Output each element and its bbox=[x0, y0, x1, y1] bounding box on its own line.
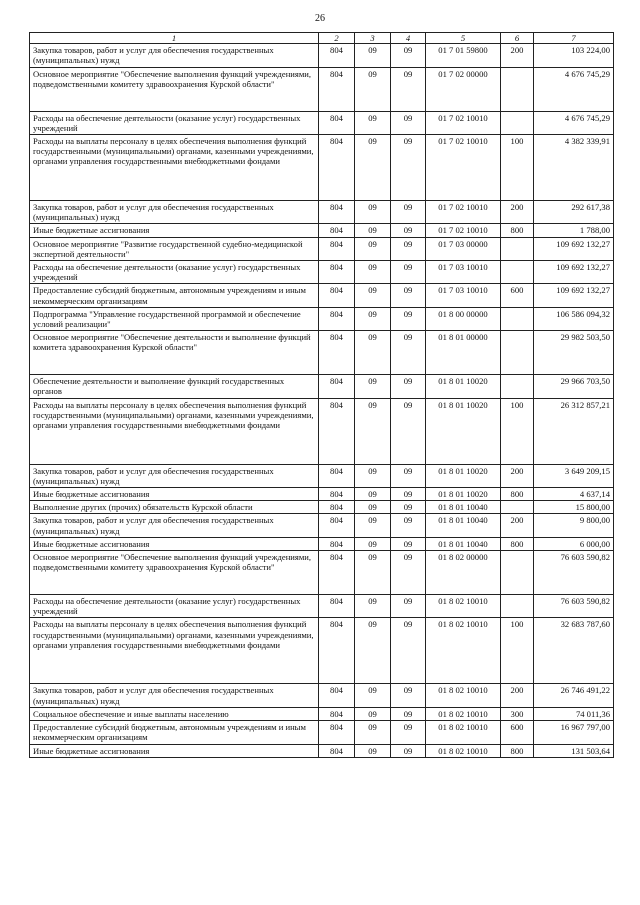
column-header: 7 bbox=[534, 33, 614, 44]
table-row bbox=[30, 707, 614, 720]
row-section-cell: 09 bbox=[355, 464, 391, 487]
row-name-cell: Расходы на выплаты персоналу в целях обеспечения выполнения функций государственными (муниципальными) органами, казенными учреждениями, органами управления государственными внебюджетными фондами bbox=[30, 398, 319, 464]
row-subsection-cell: 09 bbox=[391, 514, 426, 537]
row-name-cell: Иные бюджетные ассигнования bbox=[30, 744, 319, 757]
row-target-code-cell: 01 7 02 10010 bbox=[426, 135, 501, 201]
row-grbs-cell: 804 bbox=[319, 488, 355, 501]
table-row bbox=[30, 551, 614, 595]
row-grbs-cell: 804 bbox=[319, 375, 355, 398]
row-amount-cell: 9 800,00 bbox=[534, 514, 614, 537]
row-target-code-cell: 01 8 02 10010 bbox=[426, 618, 501, 684]
row-expense-type-cell bbox=[501, 551, 534, 595]
table-row bbox=[30, 201, 614, 224]
row-subsection-cell: 09 bbox=[391, 744, 426, 757]
row-name-cell: Подпрограмма "Управление государственной программой и обеспечение условий реализации" bbox=[30, 307, 319, 330]
column-header: 6 bbox=[501, 33, 534, 44]
row-subsection-cell: 09 bbox=[391, 398, 426, 464]
row-name-cell: Закупка товаров, работ и услуг для обеспечения государственных (муниципальных) нужд bbox=[30, 464, 319, 487]
row-grbs-cell: 804 bbox=[319, 284, 355, 307]
row-name-cell: Расходы на выплаты персоналу в целях обеспечения выполнения функций государственными (муниципальными) органами, казенными учреждениями, органами управления государственными внебюджетными фондами bbox=[30, 135, 319, 201]
table-header-row bbox=[30, 33, 614, 44]
row-subsection-cell: 09 bbox=[391, 111, 426, 134]
row-expense-type-cell bbox=[501, 261, 534, 284]
row-target-code-cell: 01 8 01 10040 bbox=[426, 514, 501, 537]
row-expense-type-cell bbox=[501, 501, 534, 514]
row-target-code-cell: 01 8 02 10010 bbox=[426, 721, 501, 744]
row-subsection-cell: 09 bbox=[391, 595, 426, 618]
row-grbs-cell: 804 bbox=[319, 224, 355, 237]
row-expense-type-cell: 800 bbox=[501, 744, 534, 757]
row-grbs-cell: 804 bbox=[319, 135, 355, 201]
row-grbs-cell: 804 bbox=[319, 201, 355, 224]
row-subsection-cell: 09 bbox=[391, 331, 426, 375]
page-number: 26 bbox=[315, 13, 325, 24]
row-name-cell: Предоставление субсидий бюджетным, автономным учреждениям и иным некоммерческим организациям bbox=[30, 284, 319, 307]
row-subsection-cell: 09 bbox=[391, 721, 426, 744]
row-section-cell: 09 bbox=[355, 595, 391, 618]
row-expense-type-cell bbox=[501, 331, 534, 375]
row-name-cell: Основное мероприятие "Обеспечение выполнения функций учреждениями, подведомственными комитету здравоохранения Курской области" bbox=[30, 67, 319, 111]
row-grbs-cell: 804 bbox=[319, 67, 355, 111]
row-expense-type-cell: 300 bbox=[501, 707, 534, 720]
row-target-code-cell: 01 8 01 10040 bbox=[426, 501, 501, 514]
row-expense-type-cell bbox=[501, 375, 534, 398]
row-expense-type-cell: 200 bbox=[501, 684, 534, 707]
row-expense-type-cell bbox=[501, 595, 534, 618]
row-target-code-cell: 01 8 02 10010 bbox=[426, 744, 501, 757]
row-amount-cell: 16 967 797,00 bbox=[534, 721, 614, 744]
row-subsection-cell: 09 bbox=[391, 201, 426, 224]
row-grbs-cell: 804 bbox=[319, 595, 355, 618]
row-amount-cell: 103 224,00 bbox=[534, 44, 614, 67]
row-expense-type-cell: 200 bbox=[501, 514, 534, 537]
row-name-cell: Расходы на выплаты персоналу в целях обеспечения выполнения функций государственными (муниципальными) органами, казенными учреждениями, органами управления государственными внебюджетными фондами bbox=[30, 618, 319, 684]
row-subsection-cell: 09 bbox=[391, 464, 426, 487]
row-subsection-cell: 09 bbox=[391, 307, 426, 330]
row-amount-cell: 29 966 703,50 bbox=[534, 375, 614, 398]
row-amount-cell: 131 503,64 bbox=[534, 744, 614, 757]
row-subsection-cell: 09 bbox=[391, 224, 426, 237]
row-section-cell: 09 bbox=[355, 744, 391, 757]
row-amount-cell: 4 382 339,91 bbox=[534, 135, 614, 201]
row-name-cell: Закупка товаров, работ и услуг для обеспечения государственных (муниципальных) нужд bbox=[30, 44, 319, 67]
row-name-cell: Расходы на обеспечение деятельности (оказание услуг) государственных учреждений bbox=[30, 595, 319, 618]
row-name-cell: Закупка товаров, работ и услуг для обеспечения государственных (муниципальных) нужд bbox=[30, 684, 319, 707]
row-target-code-cell: 01 8 01 10020 bbox=[426, 375, 501, 398]
row-section-cell: 09 bbox=[355, 135, 391, 201]
row-grbs-cell: 804 bbox=[319, 551, 355, 595]
row-amount-cell: 292 617,38 bbox=[534, 201, 614, 224]
row-grbs-cell: 804 bbox=[319, 618, 355, 684]
row-name-cell: Обеспечение деятельности и выполнение функций государственных органов bbox=[30, 375, 319, 398]
column-header: 1 bbox=[30, 33, 319, 44]
row-section-cell: 09 bbox=[355, 618, 391, 684]
row-amount-cell: 15 800,00 bbox=[534, 501, 614, 514]
row-amount-cell: 74 011,36 bbox=[534, 707, 614, 720]
table-row bbox=[30, 307, 614, 330]
row-target-code-cell: 01 7 01 59800 bbox=[426, 44, 501, 67]
row-amount-cell: 32 683 787,60 bbox=[534, 618, 614, 684]
row-subsection-cell: 09 bbox=[391, 684, 426, 707]
row-amount-cell: 26 746 491,22 bbox=[534, 684, 614, 707]
row-section-cell: 09 bbox=[355, 307, 391, 330]
row-target-code-cell: 01 8 01 10040 bbox=[426, 537, 501, 550]
row-amount-cell: 26 312 857,21 bbox=[534, 398, 614, 464]
row-target-code-cell: 01 7 03 00000 bbox=[426, 237, 501, 260]
row-grbs-cell: 804 bbox=[319, 261, 355, 284]
row-section-cell: 09 bbox=[355, 537, 391, 550]
row-grbs-cell: 804 bbox=[319, 514, 355, 537]
row-subsection-cell: 09 bbox=[391, 488, 426, 501]
row-amount-cell: 76 603 590,82 bbox=[534, 595, 614, 618]
row-grbs-cell: 804 bbox=[319, 398, 355, 464]
table-row bbox=[30, 537, 614, 550]
row-target-code-cell: 01 8 00 00000 bbox=[426, 307, 501, 330]
row-subsection-cell: 09 bbox=[391, 618, 426, 684]
table-row bbox=[30, 684, 614, 707]
column-header: 3 bbox=[355, 33, 391, 44]
row-subsection-cell: 09 bbox=[391, 44, 426, 67]
row-section-cell: 09 bbox=[355, 44, 391, 67]
row-name-cell: Иные бюджетные ассигнования bbox=[30, 224, 319, 237]
row-subsection-cell: 09 bbox=[391, 261, 426, 284]
row-name-cell: Расходы на обеспечение деятельности (оказание услуг) государственных учреждений bbox=[30, 261, 319, 284]
row-subsection-cell: 09 bbox=[391, 67, 426, 111]
row-target-code-cell: 01 8 02 10010 bbox=[426, 595, 501, 618]
row-expense-type-cell bbox=[501, 237, 534, 260]
row-section-cell: 09 bbox=[355, 331, 391, 375]
row-grbs-cell: 804 bbox=[319, 111, 355, 134]
row-subsection-cell: 09 bbox=[391, 551, 426, 595]
row-amount-cell: 29 982 503,50 bbox=[534, 331, 614, 375]
table-row bbox=[30, 111, 614, 134]
table-row bbox=[30, 398, 614, 464]
table-row bbox=[30, 331, 614, 375]
row-section-cell: 09 bbox=[355, 201, 391, 224]
row-subsection-cell: 09 bbox=[391, 375, 426, 398]
row-section-cell: 09 bbox=[355, 284, 391, 307]
row-name-cell: Выполнение других (прочих) обязательств Курской области bbox=[30, 501, 319, 514]
table-row bbox=[30, 595, 614, 618]
column-header: 5 bbox=[426, 33, 501, 44]
table-body bbox=[30, 44, 614, 758]
row-grbs-cell: 804 bbox=[319, 237, 355, 260]
row-target-code-cell: 01 8 01 10020 bbox=[426, 398, 501, 464]
row-section-cell: 09 bbox=[355, 514, 391, 537]
table-row bbox=[30, 237, 614, 260]
row-section-cell: 09 bbox=[355, 224, 391, 237]
table-row bbox=[30, 744, 614, 757]
row-subsection-cell: 09 bbox=[391, 501, 426, 514]
row-amount-cell: 106 586 094,32 bbox=[534, 307, 614, 330]
row-expense-type-cell bbox=[501, 111, 534, 134]
row-target-code-cell: 01 7 02 10010 bbox=[426, 201, 501, 224]
row-name-cell: Социальное обеспечение и иные выплаты населению bbox=[30, 707, 319, 720]
row-section-cell: 09 bbox=[355, 261, 391, 284]
row-expense-type-cell bbox=[501, 67, 534, 111]
row-grbs-cell: 804 bbox=[319, 721, 355, 744]
row-expense-type-cell: 200 bbox=[501, 464, 534, 487]
table-row bbox=[30, 501, 614, 514]
row-amount-cell: 1 788,00 bbox=[534, 224, 614, 237]
row-expense-type-cell: 600 bbox=[501, 721, 534, 744]
row-section-cell: 09 bbox=[355, 551, 391, 595]
row-target-code-cell: 01 7 02 10010 bbox=[426, 224, 501, 237]
row-grbs-cell: 804 bbox=[319, 537, 355, 550]
row-subsection-cell: 09 bbox=[391, 284, 426, 307]
row-section-cell: 09 bbox=[355, 488, 391, 501]
column-header: 2 bbox=[319, 33, 355, 44]
table-row bbox=[30, 618, 614, 684]
table-row bbox=[30, 375, 614, 398]
row-target-code-cell: 01 8 01 10020 bbox=[426, 464, 501, 487]
row-expense-type-cell: 100 bbox=[501, 398, 534, 464]
row-section-cell: 09 bbox=[355, 501, 391, 514]
row-target-code-cell: 01 7 02 10010 bbox=[426, 111, 501, 134]
table-row bbox=[30, 224, 614, 237]
table-row bbox=[30, 721, 614, 744]
row-name-cell: Закупка товаров, работ и услуг для обеспечения государственных (муниципальных) нужд bbox=[30, 201, 319, 224]
row-name-cell: Основное мероприятие "Обеспечение выполнения функций учреждениями, подведомственными комитету здравоохранения Курской области" bbox=[30, 551, 319, 595]
table-row bbox=[30, 67, 614, 111]
row-subsection-cell: 09 bbox=[391, 707, 426, 720]
row-name-cell: Иные бюджетные ассигнования bbox=[30, 488, 319, 501]
row-section-cell: 09 bbox=[355, 398, 391, 464]
row-section-cell: 09 bbox=[355, 375, 391, 398]
row-subsection-cell: 09 bbox=[391, 237, 426, 260]
row-amount-cell: 76 603 590,82 bbox=[534, 551, 614, 595]
row-expense-type-cell: 100 bbox=[501, 618, 534, 684]
row-expense-type-cell: 800 bbox=[501, 537, 534, 550]
row-grbs-cell: 804 bbox=[319, 44, 355, 67]
row-expense-type-cell: 200 bbox=[501, 44, 534, 67]
row-grbs-cell: 804 bbox=[319, 744, 355, 757]
row-grbs-cell: 804 bbox=[319, 501, 355, 514]
row-amount-cell: 3 649 209,15 bbox=[534, 464, 614, 487]
row-target-code-cell: 01 7 03 10010 bbox=[426, 261, 501, 284]
row-grbs-cell: 804 bbox=[319, 464, 355, 487]
row-section-cell: 09 bbox=[355, 67, 391, 111]
row-amount-cell: 109 692 132,27 bbox=[534, 284, 614, 307]
row-amount-cell: 4 676 745,29 bbox=[534, 67, 614, 111]
row-grbs-cell: 804 bbox=[319, 707, 355, 720]
row-grbs-cell: 804 bbox=[319, 684, 355, 707]
row-target-code-cell: 01 8 02 10010 bbox=[426, 707, 501, 720]
table-row bbox=[30, 284, 614, 307]
row-target-code-cell: 01 8 02 10010 bbox=[426, 684, 501, 707]
row-target-code-cell: 01 8 01 00000 bbox=[426, 331, 501, 375]
row-name-cell: Закупка товаров, работ и услуг для обеспечения государственных (муниципальных) нужд bbox=[30, 514, 319, 537]
row-subsection-cell: 09 bbox=[391, 135, 426, 201]
row-target-code-cell: 01 8 01 10020 bbox=[426, 488, 501, 501]
row-amount-cell: 109 692 132,27 bbox=[534, 261, 614, 284]
row-amount-cell: 4 676 745,29 bbox=[534, 111, 614, 134]
row-section-cell: 09 bbox=[355, 721, 391, 744]
row-expense-type-cell: 600 bbox=[501, 284, 534, 307]
row-grbs-cell: 804 bbox=[319, 307, 355, 330]
row-amount-cell: 6 000,00 bbox=[534, 537, 614, 550]
budget-table bbox=[29, 32, 614, 758]
row-name-cell: Иные бюджетные ассигнования bbox=[30, 537, 319, 550]
row-section-cell: 09 bbox=[355, 684, 391, 707]
table-row bbox=[30, 514, 614, 537]
table-row bbox=[30, 464, 614, 487]
row-expense-type-cell: 800 bbox=[501, 224, 534, 237]
row-section-cell: 09 bbox=[355, 237, 391, 260]
table-row bbox=[30, 488, 614, 501]
row-target-code-cell: 01 8 02 00000 bbox=[426, 551, 501, 595]
table-row bbox=[30, 261, 614, 284]
row-section-cell: 09 bbox=[355, 111, 391, 134]
row-expense-type-cell: 100 bbox=[501, 135, 534, 201]
column-header: 4 bbox=[391, 33, 426, 44]
table-row bbox=[30, 135, 614, 201]
row-subsection-cell: 09 bbox=[391, 537, 426, 550]
table-row bbox=[30, 44, 614, 67]
row-name-cell: Основное мероприятие "Обеспечение деятельности и выполнение функций комитета здравоохранения Курской области" bbox=[30, 331, 319, 375]
row-name-cell: Предоставление субсидий бюджетным, автономным учреждениям и иным некоммерческим организациям bbox=[30, 721, 319, 744]
row-expense-type-cell: 800 bbox=[501, 488, 534, 501]
row-grbs-cell: 804 bbox=[319, 331, 355, 375]
row-expense-type-cell bbox=[501, 307, 534, 330]
row-section-cell: 09 bbox=[355, 707, 391, 720]
row-name-cell: Основное мероприятие "Развитие государственной судебно-медицинской экспертной деятельности" bbox=[30, 237, 319, 260]
row-target-code-cell: 01 7 02 00000 bbox=[426, 67, 501, 111]
row-amount-cell: 4 637,14 bbox=[534, 488, 614, 501]
row-expense-type-cell: 200 bbox=[501, 201, 534, 224]
row-name-cell: Расходы на обеспечение деятельности (оказание услуг) государственных учреждений bbox=[30, 111, 319, 134]
row-target-code-cell: 01 7 03 10010 bbox=[426, 284, 501, 307]
row-amount-cell: 109 692 132,27 bbox=[534, 237, 614, 260]
